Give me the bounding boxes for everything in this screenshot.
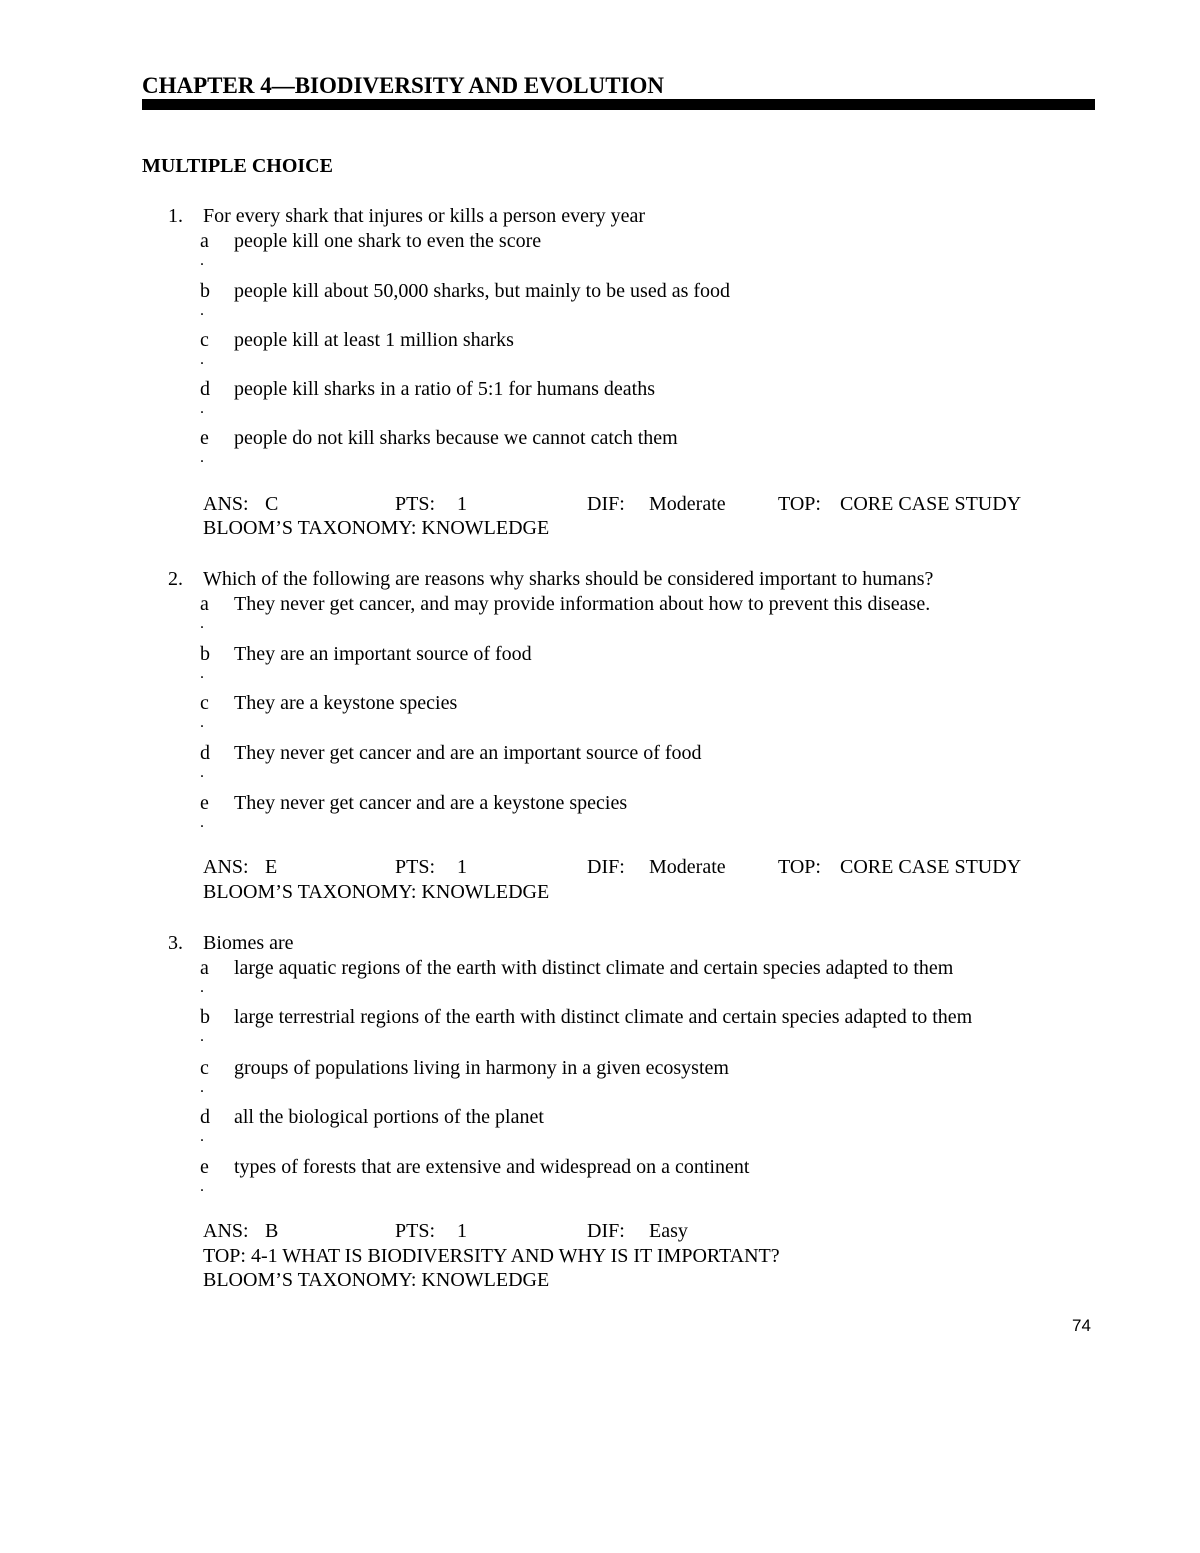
- ans-label: ANS:: [203, 493, 249, 515]
- choice-letter: c: [200, 1057, 209, 1079]
- question-stem: [168, 204, 645, 228]
- bloom-taxonomy: BLOOM’S TAXONOMY: KNOWLEDGE: [203, 517, 550, 539]
- dif-value: Moderate: [649, 856, 726, 878]
- question-stem: [168, 567, 933, 591]
- choice-text: all the biological portions of the planet: [234, 1106, 544, 1128]
- choice-text: large terrestrial regions of the earth with distinct climate and certain species adapted to them: [234, 1006, 973, 1028]
- question-text: For every shark that injures or kills a person every year: [203, 205, 646, 227]
- choice-dot: .: [200, 400, 204, 417]
- choice-text: They are a keystone species: [234, 692, 458, 714]
- choice-letter: e: [200, 792, 209, 814]
- pts-label: PTS:: [395, 1220, 436, 1242]
- choice-text: They never get cancer, and may provide information about how to prevent this disease.: [234, 593, 931, 615]
- ans-value: B: [265, 1220, 279, 1242]
- dif-value: Moderate: [649, 493, 726, 515]
- top-label: TOP:: [778, 493, 821, 515]
- choice-letter: e: [200, 427, 209, 449]
- choice-dot: .: [200, 252, 204, 269]
- pts-value: 1: [457, 856, 467, 878]
- choice-text: people kill sharks in a ratio of 5:1 for humans deaths: [234, 378, 656, 400]
- choice-text: people kill one shark to even the score: [234, 230, 542, 252]
- choice-dot: .: [200, 615, 204, 632]
- choice-dot: .: [200, 1178, 204, 1195]
- pts-value: 1: [457, 1220, 467, 1242]
- section-heading: MULTIPLE CHOICE: [142, 155, 333, 177]
- title-rule: [142, 99, 1095, 110]
- question-number: 3.: [168, 932, 183, 954]
- choice-dot: .: [200, 764, 204, 781]
- question-text: Biomes are: [203, 932, 294, 954]
- choice-text: people do not kill sharks because we cannot catch them: [234, 427, 678, 449]
- bloom-taxonomy: BLOOM’S TAXONOMY: KNOWLEDGE: [203, 1269, 550, 1291]
- top-label: TOP:: [778, 856, 821, 878]
- choice-text: large aquatic regions of the earth with distinct climate and certain species adapted to them: [234, 957, 954, 979]
- choice-text: people kill about 50,000 sharks, but mainly to be used as food: [234, 280, 731, 302]
- page-number: 74: [1072, 1316, 1091, 1335]
- choice-letter: d: [200, 1106, 210, 1128]
- choice-letter: b: [200, 1006, 210, 1028]
- question-text: Which of the following are reasons why sharks should be considered important to humans?: [203, 568, 934, 590]
- dif-value: Easy: [649, 1220, 688, 1242]
- choice-text: types of forests that are extensive and widespread on a continent: [234, 1156, 750, 1178]
- choice-letter: e: [200, 1156, 209, 1178]
- choice-dot: .: [200, 714, 204, 731]
- choice-dot: .: [200, 449, 204, 466]
- question-number: 2.: [168, 568, 183, 590]
- top-value: CORE CASE STUDY: [840, 493, 1022, 515]
- pts-label: PTS:: [395, 856, 436, 878]
- pts-label: PTS:: [395, 493, 436, 515]
- choice-dot: .: [200, 814, 204, 831]
- choice-letter: a: [200, 230, 209, 252]
- choice-text: They never get cancer and are a keystone species: [234, 792, 628, 814]
- choice-text: people kill at least 1 million sharks: [234, 329, 514, 351]
- ans-label: ANS:: [203, 1220, 249, 1242]
- dif-label: DIF:: [587, 1220, 625, 1242]
- choice-letter: d: [200, 378, 210, 400]
- choice-dot: .: [200, 665, 204, 682]
- top-value: CORE CASE STUDY: [840, 856, 1022, 878]
- choice-letter: c: [200, 692, 209, 714]
- dif-label: DIF:: [587, 856, 625, 878]
- chapter-title: CHAPTER 4—BIODIVERSITY AND EVOLUTION: [142, 73, 665, 98]
- choice-dot: .: [200, 302, 204, 319]
- choice-letter: a: [200, 957, 209, 979]
- bloom-taxonomy: BLOOM’S TAXONOMY: KNOWLEDGE: [203, 881, 550, 903]
- ans-label: ANS:: [203, 856, 249, 878]
- question-stem: [168, 931, 294, 955]
- ans-value: E: [265, 856, 278, 878]
- choice-text: They are an important source of food: [234, 643, 532, 665]
- choice-letter: c: [200, 329, 209, 351]
- choice-dot: .: [200, 1079, 204, 1096]
- choice-letter: b: [200, 643, 210, 665]
- choice-dot: .: [200, 1128, 204, 1145]
- choice-dot: .: [200, 1028, 204, 1045]
- choice-text: They never get cancer and are an important source of food: [234, 742, 702, 764]
- choice-dot: .: [200, 979, 204, 996]
- choice-letter: d: [200, 742, 210, 764]
- choice-letter: a: [200, 593, 209, 615]
- choice-text: groups of populations living in harmony in a given ecosystem: [234, 1057, 729, 1079]
- topic-line: TOP: 4-1 WHAT IS BIODIVERSITY AND WHY IS IT IMPORTANT?: [203, 1245, 780, 1267]
- dif-label: DIF:: [587, 493, 625, 515]
- question-number: 1.: [168, 205, 183, 227]
- ans-value: C: [265, 493, 279, 515]
- choice-dot: .: [200, 351, 204, 368]
- pts-value: 1: [457, 493, 467, 515]
- choice-letter: b: [200, 280, 210, 302]
